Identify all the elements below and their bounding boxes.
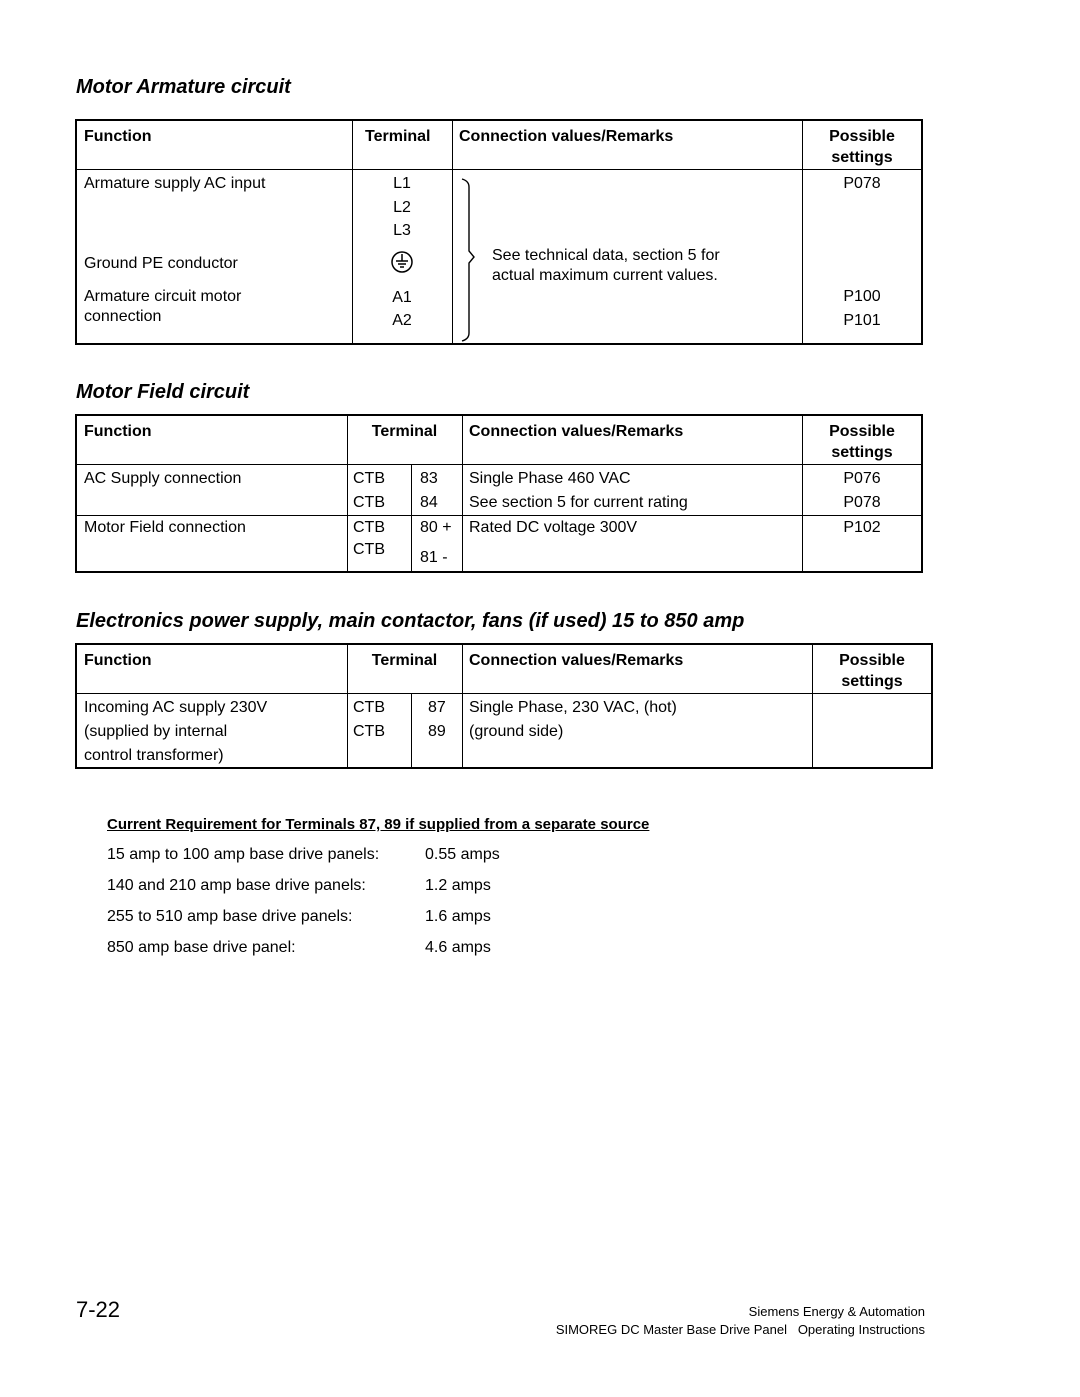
header-terminal: Terminal: [371, 423, 438, 440]
armature-setting-p101: P101: [843, 312, 881, 329]
brace-icon: [459, 177, 479, 343]
field-ctb-83: CTB: [353, 470, 385, 487]
footer-doc-title: SIMOREG DC Master Base Drive Panel Operating Instructions: [555, 1322, 925, 1337]
header-function: Function: [84, 128, 152, 145]
field-terminal-80: 80 +: [420, 519, 452, 536]
section-title-armature: Motor Armature circuit: [76, 76, 291, 98]
field-terminal-81: 81 -: [420, 549, 448, 566]
armature-remark-2: actual maximum current values.: [492, 267, 718, 284]
ground-symbol-icon: [390, 250, 414, 274]
header-possible: Possible: [829, 423, 895, 440]
armature-table: [75, 119, 923, 345]
field-func-motor-field: Motor Field connection: [84, 519, 246, 536]
armature-func-motor-2: connection: [84, 308, 162, 325]
field-ctb-80: CTB: [353, 519, 385, 536]
current-req-value: 0.55 amps: [425, 846, 500, 863]
section-title-electronics: Electronics power supply, main contactor, fans (if used) 15 to 850 amp: [76, 610, 745, 632]
field-setting-p102: P102: [843, 519, 881, 536]
header-possible: Possible: [829, 128, 895, 145]
header-remarks: Connection values/Remarks: [459, 128, 674, 145]
terminal-a1: A1: [392, 289, 412, 306]
current-req-value: 4.6 amps: [425, 939, 491, 956]
current-req-value: 1.2 amps: [425, 877, 491, 894]
electronics-remark-89: (ground side): [469, 723, 564, 740]
header-remarks: Connection values/Remarks: [469, 652, 684, 669]
current-req-value: 1.6 amps: [425, 908, 491, 925]
field-remark-84: See section 5 for current rating: [469, 494, 688, 511]
field-table: [75, 414, 923, 573]
current-req-label: 255 to 510 amp base drive panels:: [107, 908, 353, 925]
electronics-ctb-89: CTB: [353, 723, 385, 740]
armature-setting-p078: P078: [843, 175, 881, 192]
field-remark-83: Single Phase 460 VAC: [469, 470, 631, 487]
field-setting-p076: P076: [843, 470, 881, 487]
terminal-l2: L2: [393, 199, 411, 216]
header-terminal: Terminal: [371, 652, 438, 669]
armature-setting-p100: P100: [843, 288, 881, 305]
header-function: Function: [84, 423, 152, 440]
electronics-terminal-87: 87: [428, 699, 446, 716]
field-setting-p078: P078: [843, 494, 881, 511]
header-settings: settings: [841, 673, 903, 690]
electronics-func-2: (supplied by internal: [84, 723, 228, 740]
current-req-label: 850 amp base drive panel:: [107, 939, 296, 956]
terminal-l3: L3: [393, 222, 411, 239]
section-title-field: Motor Field circuit: [76, 381, 250, 403]
header-possible: Possible: [839, 652, 905, 669]
header-settings: settings: [831, 149, 893, 166]
current-req-label: 140 and 210 amp base drive panels:: [107, 877, 366, 894]
armature-func-supply: Armature supply AC input: [84, 175, 266, 192]
armature-remark-1: See technical data, section 5 for: [492, 247, 720, 264]
current-req-title: Current Requirement for Terminals 87, 89 if supplied from a separate source: [107, 816, 650, 833]
header-function: Function: [84, 652, 152, 669]
electronics-func-3: control transformer): [84, 747, 224, 764]
header-remarks: Connection values/Remarks: [469, 423, 684, 440]
electronics-table: [75, 643, 933, 769]
header-terminal: Terminal: [365, 128, 431, 145]
field-func-ac-supply: AC Supply connection: [84, 470, 242, 487]
footer-company: Siemens Energy & Automation: [748, 1304, 925, 1319]
current-req-label: 15 amp to 100 amp base drive panels:: [107, 846, 380, 863]
armature-func-ground: Ground PE conductor: [84, 255, 238, 272]
terminal-l1: L1: [393, 175, 411, 192]
page-number: 7-22: [76, 1297, 121, 1322]
electronics-terminal-89: 89: [428, 723, 446, 740]
terminal-a2: A2: [392, 312, 412, 329]
field-remark-80: Rated DC voltage 300V: [469, 519, 638, 536]
field-terminal-84: 84: [420, 494, 438, 511]
electronics-ctb-87: CTB: [353, 699, 385, 716]
armature-func-motor: Armature circuit motor: [84, 288, 242, 305]
field-terminal-83: 83: [420, 470, 438, 487]
electronics-func-1: Incoming AC supply 230V: [84, 699, 268, 716]
electronics-remark-87: Single Phase, 230 VAC, (hot): [469, 699, 677, 716]
header-settings: settings: [831, 444, 893, 461]
field-ctb-84: CTB: [353, 494, 385, 511]
field-ctb-81: CTB: [353, 541, 385, 558]
